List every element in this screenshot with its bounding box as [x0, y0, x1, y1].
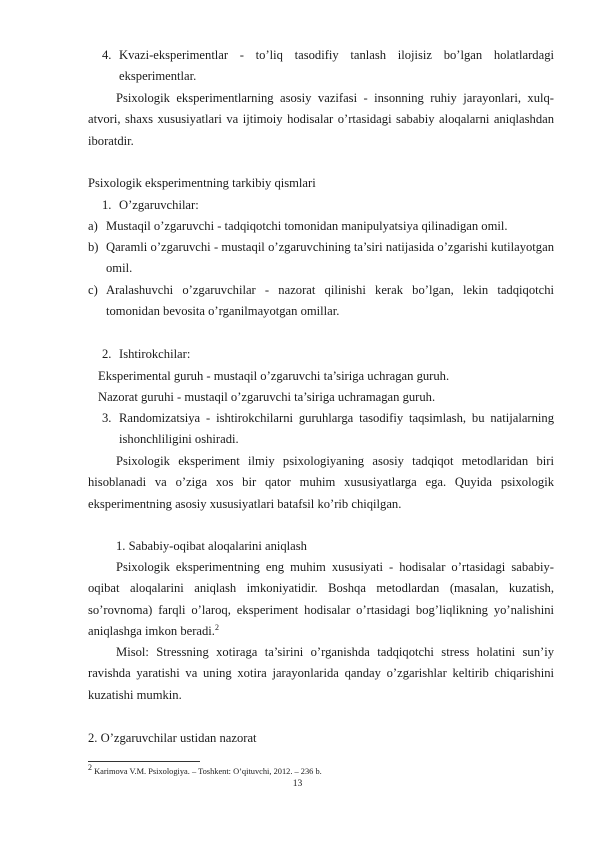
sublist-item-independent-variable — [88, 216, 554, 237]
list-item-quasi-experiments — [102, 45, 554, 88]
footnote-separator — [88, 761, 200, 762]
list-item-variables — [102, 195, 554, 216]
control-group-line: Nazorat guruhi - mustaqil o’zgaruvchi ta’siriga uchramagan guruh. — [98, 390, 436, 404]
list-item-title: Ishtirokchilar: — [119, 347, 191, 361]
sublist-item-text: Qaramli o’zgaruvchi - mustaqil o’zgaruvchining ta’siri natijasida o’zgarishi kutilayotgan omil. — [106, 240, 554, 276]
list-item-randomization — [102, 408, 554, 451]
sublist-marker: c) — [88, 283, 98, 297]
experimental-group-line: Eksperimental guruh - mustaqil o’zgaruvchi ta’siriga uchragan guruh. — [98, 369, 450, 383]
section-heading-causal: 1. Sababiy-oqibat aloqalarini aniqlash — [116, 539, 307, 553]
list-marker: 3. — [102, 411, 112, 425]
section-heading-structure: Psixologik eksperimentning tarkibiy qismlari — [88, 176, 316, 190]
list-item-text: Kvazi-eksperimentlar - to’liq tasodifiy tanlash ilojisiz bo’lgan holatlardagi eksperimentlar. — [119, 48, 554, 84]
footnote-reference: 2 — [214, 622, 219, 632]
section-heading-control: 2. O’zgaruvchilar ustidan nazorat — [88, 731, 257, 745]
paragraph-causal-text: Psixologik eksperimentning eng muhim xususiyati - hodisalar o’rtasidagi sababiy-oqibat aloqalarini aniqlash imkoniyatidir. Boshqa metodlardan (masalan, kuzatish, so’rovnoma) farqli o’laroq, eksperiment hodisalar o’rtasidagi bog’liqlikning yo’nalishini aniqlashga imkon beradi. — [88, 560, 554, 638]
list-marker: 2. — [102, 347, 112, 361]
sublist-item-confounding-variables — [88, 280, 554, 323]
list-item-text: Randomizatsiya - ishtirokchilarni guruhlarga tasodifiy taqsimlash, bu natijalarning ishonchliligini oshiradi. — [119, 411, 554, 447]
list-item-participants — [102, 344, 554, 365]
sublist-item-dependent-variable — [88, 237, 554, 280]
sublist-marker: b) — [88, 240, 99, 254]
sublist-item-text: Aralashuvchi o’zgaruvchilar - nazorat qilinishi kerak bo’lgan, lekin tadqiqotchi tomonidan bevosita o’rganilmayotgan omillar. — [106, 283, 554, 319]
paragraph-features: Psixologik eksperiment ilmiy psixologiyaning asosiy tadqiqot metodlaridan biri hisoblanadi va o’ziga xos bir qator muhim xususiyatlarga ega. Quyida psixologik eksperimentning asosiy xususiyatlari batafsil ko’rib chiqilgan. — [88, 454, 554, 511]
sublist-item-text: Mustaqil o’zgaruvchi - tadqiqotchi tomonidan manipulyatsiya qilinadigan omil. — [106, 219, 508, 233]
page-number: 13 — [292, 778, 303, 789]
paragraph-intro: Psixologik eksperimentlarning asosiy vazifasi - insonning ruhiy jarayonlari, xulq-atvori, shaxs xususiyatlari va ijtimoiy hodisalar o’rtasidagi sababiy aloqalarni aniqlashdan iboratdir. — [88, 91, 554, 148]
list-marker: 1. — [102, 198, 112, 212]
list-marker: 4. — [102, 48, 112, 62]
sublist-marker: a) — [88, 219, 98, 233]
paragraph-causal — [88, 557, 554, 642]
paragraph-example: Misol: Stressning xotiraga ta’sirini o’rganishda tadqiqotchi stress holatini sun’iy ravishda yaratishi va uning xotira jarayonlarida qanday o’zgarishlar keltirib chiqarishini kuzatishi mumkin. — [88, 645, 554, 702]
footnote-marker: 2 — [88, 763, 92, 773]
footnote-text: Karimova V.M. Psixologiya. – Toshkent: O’qituvchi, 2012. – 236 b. — [92, 767, 322, 776]
footnote — [88, 763, 322, 777]
list-item-title: O’zgaruvchilar: — [119, 198, 199, 212]
